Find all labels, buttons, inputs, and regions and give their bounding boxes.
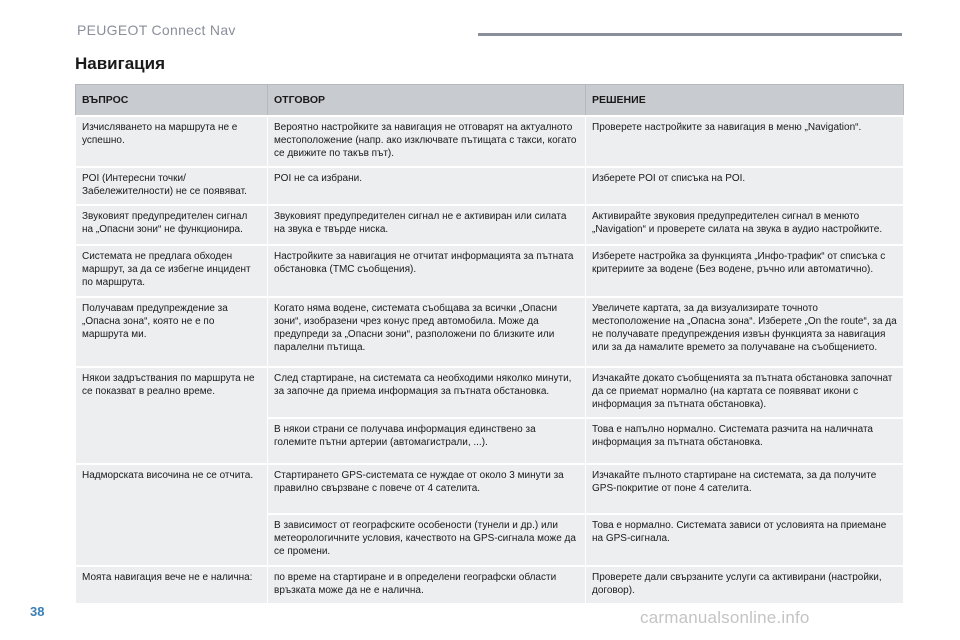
table-row <box>76 367 904 418</box>
solution-cell: Изберете настройка за функцията „Инфо-трафик“ от списъка с критериите за водене (Без водене, ръчно или автоматично). <box>586 245 904 297</box>
question-cell: Някои задръствания по маршрута не се показват в реално време. <box>76 367 268 464</box>
question-cell: Надморската височина не се отчита. <box>76 464 268 566</box>
manual-header-brand: PEUGEOT Connect Nav <box>77 22 236 38</box>
column-header-solution: РЕШЕНИЕ <box>586 85 904 117</box>
column-header-question: ВЪПРОС <box>76 85 268 117</box>
troubleshooting-table <box>75 84 903 604</box>
table-row <box>76 566 904 604</box>
solution-cell: Изчакайте пълното стартиране на системата, за да получите GPS-покритие от поне 4 сателита. <box>586 464 904 514</box>
answer-cell: Звуковият предупредителен сигнал не е активиран или силата на звука е твърде ниска. <box>268 205 586 245</box>
column-header-answer: ОТГОВОР <box>268 85 586 117</box>
table-row <box>76 245 904 297</box>
answer-cell: POI не са избрани. <box>268 167 586 205</box>
question-cell: Моята навигация вече не е налична: <box>76 566 268 604</box>
table-row <box>76 167 904 205</box>
question-cell: POI (Интересни точки/ Забележителности) не се появяват. <box>76 167 268 205</box>
table-row <box>76 464 904 514</box>
question-cell: Системата не предлага обходен маршрут, за да се избегне инцидент по маршрута. <box>76 245 268 297</box>
answer-cell: След стартиране, на системата са необходими няколко минути, за започне да приема информация за пътната обстановка. <box>268 367 586 418</box>
footer-watermark: carmanualsonline.info <box>640 608 810 627</box>
solution-cell: Проверете настройките за навигация в меню „Navigation“. <box>586 116 904 167</box>
solution-cell: Увеличете картата, за да визуализирате точното местоположение на „Опасна зона“. Изберете „On the route“, за да не получавате предупреждения извън функцията за навигация или за да намалите времето за получаване на съобщението. <box>586 297 904 367</box>
question-cell: Изчисляването на маршрута не е успешно. <box>76 116 268 167</box>
answer-cell: В зависимост от географските особености (тунели и др.) или метеорологичните условия, качеството на GPS-сигнала може да се промени. <box>268 514 586 566</box>
question-cell: Звуковият предупредителен сигнал на „Опасни зони“ не функционира. <box>76 205 268 245</box>
answer-cell: Вероятно настройките за навигация не отговарят на актуалното местоположение (напр. ако изключвате пътищата с такси, когато се движите по такъв път). <box>268 116 586 167</box>
page-number: 38 <box>30 604 45 619</box>
answer-cell: Когато няма водене, системата съобщава за всички „Опасни зони“, изобразени чрез конус пред автомобила. Може да предупреди за „Опасни зони“, разположени по близките или паралелни пътища. <box>268 297 586 367</box>
question-cell: Получавам предупреждение за „Опасна зона“, която не е по маршрута ми. <box>76 297 268 367</box>
table-row <box>76 205 904 245</box>
answer-cell: Стартирането GPS-системата се нуждае от около 3 минути за правилно свързване с повече от 4 сателита. <box>268 464 586 514</box>
answer-cell: В някои страни се получава информация единствено за големите пътни артерии (автомагистрали, ...). <box>268 418 586 464</box>
solution-cell: Това е напълно нормално. Системата разчита на наличната информация за пътната обстановка. <box>586 418 904 464</box>
solution-cell: Изберете POI от списъка на POI. <box>586 167 904 205</box>
answer-cell: Настройките за навигация не отчитат информацията за пътната обстановка (TMC съобщения). <box>268 245 586 297</box>
page-title: Навигация <box>75 54 165 73</box>
table-row <box>76 116 904 167</box>
solution-cell: Проверете дали свързаните услуги са активирани (настройки, договор). <box>586 566 904 604</box>
table-header-row <box>76 85 904 117</box>
solution-cell: Това е нормално. Системата зависи от условията на приемане на GPS-сигнала. <box>586 514 904 566</box>
solution-cell: Активирайте звуковия предупредителен сигнал в менюто „Navigation“ и проверете силата на звука в аудио настройките. <box>586 205 904 245</box>
answer-cell: по време на стартиране и в определени географски области връзката може да не е налична. <box>268 566 586 604</box>
solution-cell: Изчакайте докато съобщенията за пътната обстановка започнат да се приемат нормално (на картата се появяват икони с информация за пътната обстановка). <box>586 367 904 418</box>
table-row <box>76 297 904 367</box>
header-rule <box>478 33 902 36</box>
